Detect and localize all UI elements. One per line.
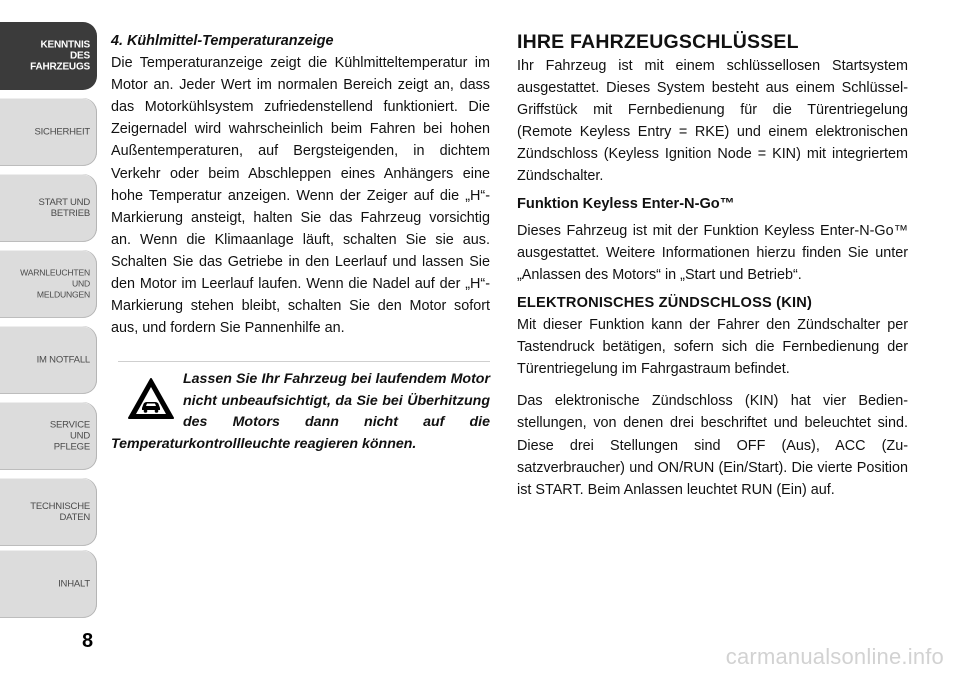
page-number: 8 [82,630,94,652]
tab-start-und-betrieb[interactable] [0,174,97,242]
kin-paragraph-2: Das elektronische Zündschloss (KIN) hat vier Bedienstellungen, von denen drei beschriftet und beleuchtet sind. Diese drei Stellungen sind OFF (Aus), ACC (Zusatzverbraucher) und ON/RUN (Ein/Start). Die vierte Position ist START. Beim Anlassen leuchtet RUN (Ein) auf. [517,393,908,498]
warning-box [111,361,490,455]
tab-im-notfall[interactable] [0,326,97,394]
tab-label: SICHERHEIT [34,126,90,138]
tab-technische-daten[interactable] [0,478,97,546]
tab-service-und-pflege[interactable] [0,402,97,470]
keyless-enter-n-go-heading: Funktion Keyless Enter-N-Go™ [517,195,735,212]
tab-label: TECHNISCHE DATEN [30,501,90,523]
tab-label: WARNLEUCHTEN UND MELDUNGEN [20,267,90,300]
keyless-enter-n-go-paragraph: Dieses Fahrzeug ist mit der Funktion Keyless Enter-N-Go™ ausgestattet. Weitere Informationen hierzu finden Sie unter „Anlassen des Motors“ in „Start und Betrieb“. [517,222,908,283]
tab-label: SERVICE UND PFLEGE [49,419,90,453]
tab-kenntnis-des-fahrzeugs[interactable] [0,22,97,90]
tab-inhalt[interactable] [0,550,97,618]
coolant-temperature-paragraph: Die Temperaturanzeige zeigt die Kühlmitteltemperatur im Motor an. Jeder Wert im normalen Bereich zeigt an, dass das Motorkühlsystem zufriedenstellend funktioniert. Die Zeigernadel wird wahrscheinlich beim Fahren bei hohen Außentemperaturen, auf Bergsteigenden, in dichtem Verkehr oder beim Abschleppen eines Anhängers eine hohe Temperatur anzeigen. Wenn der Zeiger auf die „H“-Markierung ansteigt, halten Sie das Fahrzeug vorsichtig an. Wenn die Klimaanlage läuft, schalten Sie sie aus. Schalten Sie das Getriebe in den Leerlauf und lassen Sie den Motor im Leerlauf laufen. Wenn die Nadel auf der „H“-Markierung stehen bleibt, schalten Sie den Motor sofort aus, und fordern Sie Pannenhilfe an. [111,55,490,337]
kin-paragraph-1: Mit dieser Funktion kann der Fahrer den Zündschalter per Tastendruck betätigen, sofern sich die Fernbedienung der Türentriegelung im Fahrgastraum befindet. [517,317,908,378]
tab-label: START UND BETRIEB [38,197,90,219]
tab-label: IM NOTFALL [36,354,90,366]
left-column [111,30,490,455]
section-title: IHRE FAHRZEUGSCHLÜSSEL [517,31,799,53]
tab-label: INHALT [58,578,90,590]
warning-text-content: Lassen Sie Ihr Fahrzeug bei laufendem Motor nicht unbeaufsichtigt, da Sie bei Überhitzung des Motors dann nicht auf die Temperaturkontrollleuchte reagieren können. [111,371,490,452]
tab-warnleuchten-und-meldungen[interactable] [0,250,97,318]
right-column [517,30,908,501]
tab-label: KENNTNIS DES FAHRZEUGS [30,39,90,73]
coolant-temperature-heading: 4. Kühlmittel-Temperaturanzeige [111,33,334,49]
watermark: carmanualsonline.info [725,644,944,669]
kin-heading: ELEKTRONISCHES ZÜNDSCHLOSS (KIN) [517,294,813,311]
warning-triangle-icon [127,377,175,420]
tab-sicherheit[interactable] [0,98,97,166]
keys-intro-paragraph: Ihr Fahrzeug ist mit einem schlüssellosen Startsystem ausgestattet. Dieses System besteht aus einem Schlüssel-Griffstück mit Fernbedienung für die Türentriegelung (Remote Keyless Entry = RKE) und einem elektronischen Zündschloss (Keyless Ignition Node = KIN) mit integriertem Zündschalter. [517,58,908,185]
